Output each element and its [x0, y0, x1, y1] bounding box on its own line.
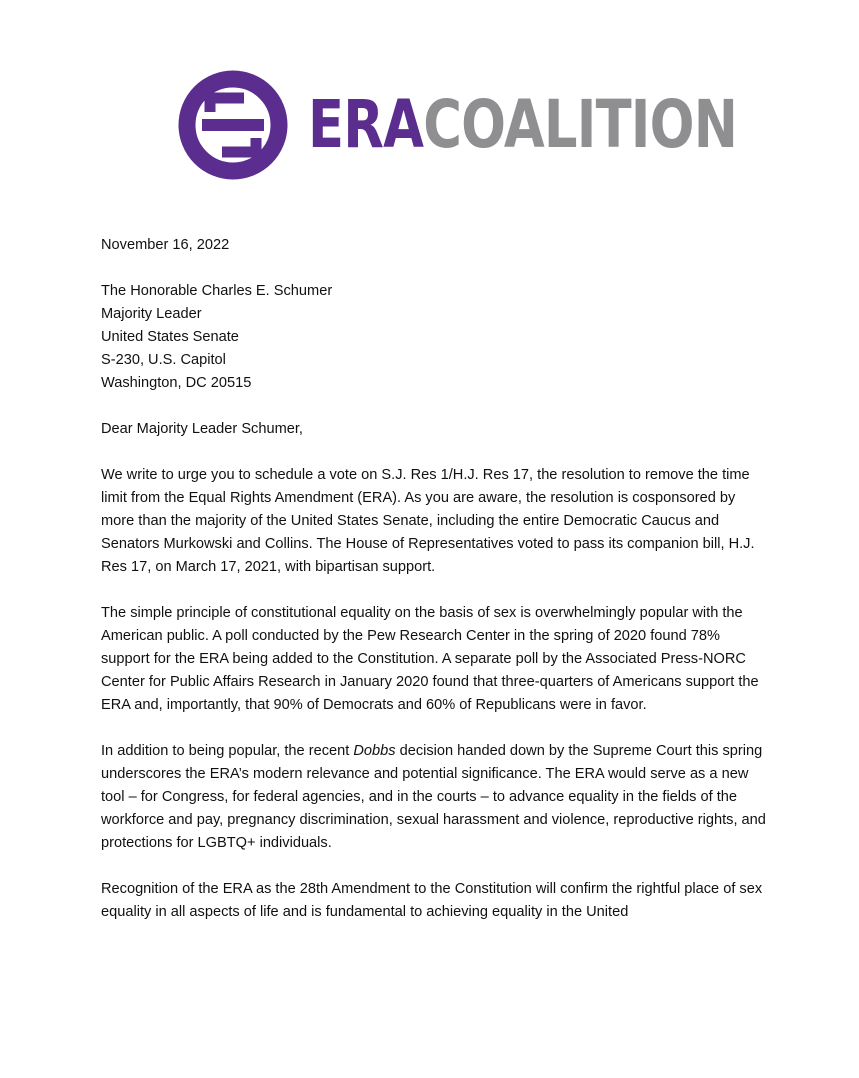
paragraph-3-rest: decision handed down by the Supreme Court this spring underscores the ERA’s modern relevance and potential significance. The ERA would serve as a new tool – for Congress, for federal agencies, and in the courts – to advance equality in the fields of the workforce and pay, pregnancy discrimination, sexual harassment and violence, reproductive rights, and protections for LGBTQ+ individuals. [101, 743, 766, 851]
wordmark-coalition: COALITION [423, 86, 738, 163]
logo-wordmark [308, 86, 738, 163]
dobbs-italic: Dobbs [353, 743, 396, 759]
wordmark-era: ERA [308, 86, 424, 163]
recipient-name: The Honorable Charles E. Schumer [101, 283, 333, 299]
recipient-office: S-230, U.S. Capitol [101, 352, 226, 368]
paragraph-4: Recognition of the ERA as the 28th Amendment to the Constitution will confirm the rightful place of sex equality in all aspects of life and is fundamental to achieving equality in the United [101, 881, 763, 920]
recipient-title: Majority Leader [101, 306, 202, 322]
letter-body [101, 234, 766, 947]
recipient-address [101, 280, 766, 395]
recipient-city: Washington, DC 20515 [101, 375, 252, 391]
letterhead [178, 70, 844, 180]
paragraph-3 [101, 740, 766, 855]
era-coalition-logo-icon [178, 70, 288, 180]
salutation: Dear Majority Leader Schumer, [101, 421, 303, 437]
recipient-org: United States Senate [101, 329, 239, 345]
paragraph-3-start: In addition to being popular, the recent [101, 743, 354, 759]
paragraph-2: The simple principle of constitutional equality on the basis of sex is overwhelmingly popular with the American public. A poll conducted by the Pew Research Center in the spring of 2020 found 78% support for the ERA being added to the Constitution. A separate poll by the Associated Press-NORC Center for Public Affairs Research in January 2020 found that three-quarters of Americans support the ERA and, importantly, that 90% of Democrats and 60% of Republicans were in favor. [101, 605, 759, 713]
letter-date: November 16, 2022 [101, 237, 230, 253]
paragraph-1: We write to urge you to schedule a vote on S.J. Res 1/H.J. Res 17, the resolution to remove the time limit from the Equal Rights Amendment (ERA). As you are aware, the resolution is cosponsored by more than the majority of the United States Senate, including the entire Democratic Caucus and Senators Murkowski and Collins. The House of Representatives voted to pass its companion bill, H.J. Res 17, on March 17, 2021, with bipartisan support. [101, 467, 755, 575]
